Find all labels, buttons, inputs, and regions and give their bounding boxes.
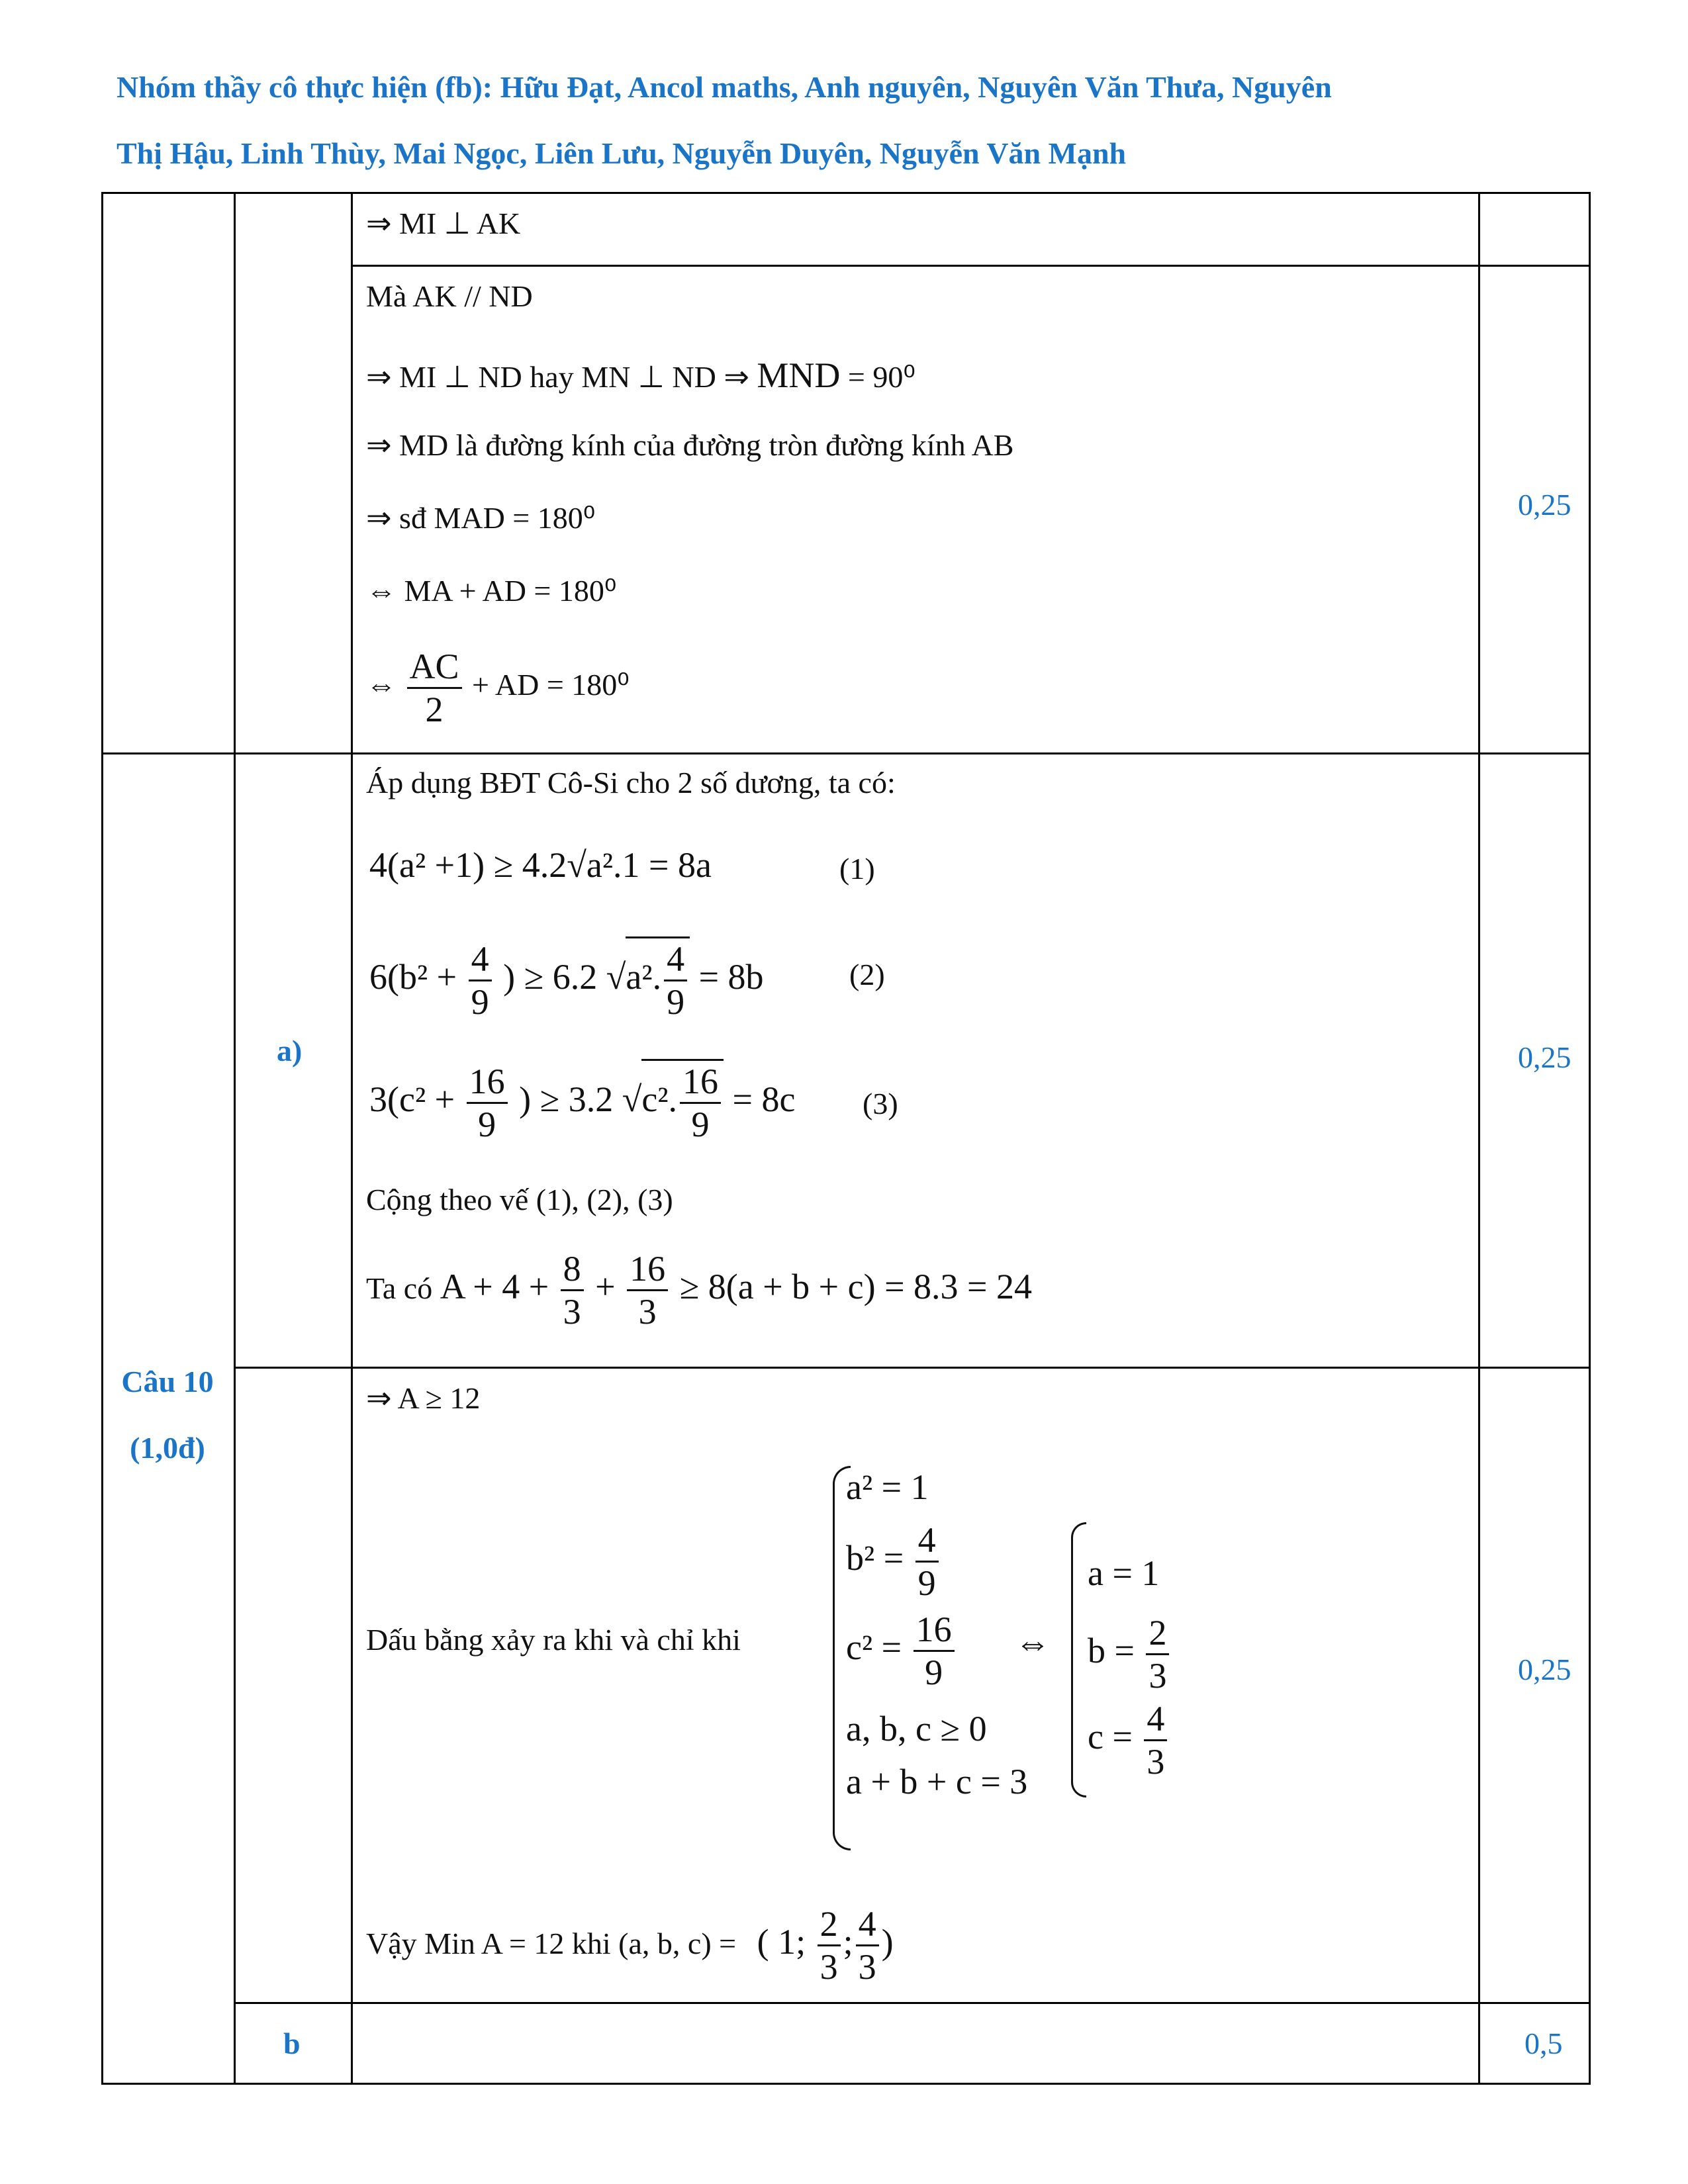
- fraction-denominator: 9: [917, 1563, 936, 1603]
- fraction-16-3: [627, 1251, 668, 1330]
- inequality-3-mid: ) ≥ 3.2: [519, 1079, 614, 1119]
- fraction-denominator: 9: [691, 1105, 710, 1144]
- fraction-4-9-inner: [664, 941, 687, 1020]
- fraction-numerator: 16: [467, 1064, 508, 1104]
- equality-condition-text: Dấu bằng xảy ra khi và chỉ khi: [366, 1623, 741, 1657]
- table-border-top: [101, 192, 1591, 194]
- inequality-2: [369, 936, 764, 1020]
- inequality-2-left: 6(b² +: [369, 956, 457, 997]
- row-divider-3: [234, 1367, 1591, 1369]
- inequality-3-tag: (3): [863, 1087, 898, 1120]
- system-eq-2: [846, 1522, 941, 1601]
- row-divider-1: [351, 265, 1591, 267]
- result-c: [1088, 1701, 1170, 1780]
- fraction-numerator: 2: [818, 1906, 841, 1946]
- fraction-denominator: 3: [858, 1947, 876, 1987]
- sqrt-sign: √: [622, 1079, 642, 1119]
- header-line-2: Thị Hậu, Linh Thùy, Mai Ngọc, Liên Lưu, Nguyễn Duyên, Nguyễn Văn Mạnh: [117, 136, 1127, 170]
- fraction-numerator: 16: [914, 1612, 955, 1652]
- fraction-denominator: 3: [1147, 1742, 1165, 1782]
- table-col-divider-3: [1478, 192, 1480, 2085]
- fraction-denominator: 3: [820, 1947, 838, 1987]
- fraction-numerator: 16: [680, 1064, 721, 1104]
- fraction-numerator: 4: [1144, 1701, 1167, 1741]
- radicand-3: [641, 1059, 724, 1142]
- row2-line-6-iff: ⇔: [366, 668, 397, 702]
- row3-line-1: Áp dụng BĐT Cô-Si cho 2 số dương, ta có:: [366, 766, 896, 799]
- row-divider-2: [101, 752, 1591, 754]
- inequality-2-tag: (2): [849, 958, 885, 991]
- table-col-divider-1: [234, 192, 236, 2085]
- system-eq-2-left: b² =: [846, 1537, 904, 1578]
- sqrt-sign: √: [606, 956, 626, 997]
- min-tuple-sep: ;: [843, 1921, 853, 1962]
- question-points: (1,0đ): [130, 1431, 205, 1465]
- total-left: A + 4 +: [440, 1266, 549, 1306]
- fraction-numerator: 16: [627, 1251, 668, 1291]
- fraction-16-9-inner: [680, 1064, 721, 1142]
- result-b-left: b =: [1088, 1630, 1135, 1670]
- fraction-numerator: 8: [561, 1251, 584, 1291]
- total-right: ≥ 8(a + b + c) = 8.3 = 24: [679, 1266, 1032, 1306]
- row2-line-2: [366, 357, 915, 393]
- plus-sign: +: [595, 1266, 616, 1306]
- inequality-1-tag: (1): [839, 852, 875, 886]
- fraction-denominator: 3: [563, 1292, 581, 1332]
- result-c-left: c =: [1088, 1716, 1133, 1756]
- fraction-denominator: 9: [667, 982, 685, 1022]
- row4-line-1: ⇒ A ≥ 12: [366, 1381, 481, 1415]
- fraction-numerator: 2: [1146, 1615, 1169, 1655]
- inequality-2-right: = 8b: [698, 956, 764, 997]
- table-border-left: [101, 192, 103, 2085]
- question-label: Câu 10: [121, 1365, 214, 1398]
- fraction-denominator: 9: [478, 1105, 496, 1144]
- fraction-16-9: [914, 1612, 955, 1690]
- row2-line-4: ⇒ sđ MAD = 180⁰: [366, 501, 596, 535]
- row1-line: ⇒ MI ⊥ AK: [366, 206, 521, 240]
- fraction-denominator: 3: [638, 1292, 657, 1332]
- fraction-4-3: [1144, 1701, 1167, 1780]
- inequality-3: [369, 1059, 795, 1142]
- fraction-numerator: 4: [915, 1522, 939, 1563]
- inequality-2-mid: ) ≥ 6.2: [503, 956, 598, 997]
- row3-sum-line: Cộng theo vế (1), (2), (3): [366, 1183, 673, 1216]
- system-eq-3-left: c² =: [846, 1627, 902, 1667]
- system-eq-3: [846, 1612, 957, 1690]
- row2-line-2-text: ⇒ MI ⊥ ND hay MN ⊥ ND ⇒: [366, 360, 749, 394]
- fraction-2-3: [818, 1906, 841, 1985]
- fraction-2-3: [1146, 1615, 1169, 1694]
- part-b-label: b: [283, 2026, 301, 2060]
- radicand-text: a².: [626, 956, 662, 997]
- inequality-3-right: = 8c: [732, 1079, 796, 1119]
- header-line-1: Nhóm thầy cô thực hiện (fb): Hữu Đạt, Ancol maths, Anh nguyên, Nguyên Văn Thưa, Nguyên: [117, 70, 1332, 104]
- row5-score: 0,5: [1524, 2026, 1563, 2060]
- part-a-label: a): [277, 1034, 303, 1068]
- row3-score: 0,25: [1518, 1040, 1571, 1074]
- fraction-numerator: AC: [407, 649, 462, 689]
- fraction-4-9: [469, 941, 492, 1020]
- radicand-2: [626, 936, 690, 1020]
- fraction-denominator: 9: [471, 982, 489, 1022]
- min-tuple-first: 1;: [778, 1921, 806, 1962]
- row2-line-3: ⇒ MD là đường kính của đường tròn đường kính AB: [366, 428, 1014, 462]
- row3-total-line: [366, 1251, 1032, 1330]
- table-border-bottom: [101, 2083, 1591, 2085]
- angle-mnd: MND: [757, 355, 841, 395]
- row2-line-5: ⇔ MA + AD = 180⁰: [366, 574, 617, 608]
- result-b: [1088, 1615, 1172, 1694]
- fraction-numerator: 4: [856, 1906, 879, 1946]
- fraction-denominator: 3: [1149, 1656, 1167, 1696]
- fraction-ac-over-2: [407, 649, 462, 727]
- table-border-right: [1589, 192, 1591, 2085]
- fraction-4-9: [915, 1522, 939, 1601]
- radicand-text: c².: [641, 1079, 678, 1119]
- fraction-denominator: 9: [925, 1653, 943, 1692]
- fraction-16-9: [467, 1064, 508, 1142]
- min-conclusion: [366, 1906, 894, 1985]
- answer-table: [101, 192, 1591, 2085]
- inequality-3-left: 3(c² +: [369, 1079, 455, 1119]
- inequality-1: 4(a² +1) ≥ 4.2√a².1 = 8a: [369, 845, 712, 885]
- iff-symbol: ⇔: [1015, 1623, 1051, 1662]
- row2-line-2-value: = 90⁰: [847, 360, 915, 394]
- fraction-denominator: 2: [425, 690, 444, 729]
- fraction-4-3: [856, 1906, 879, 1985]
- fraction-8-3: [561, 1251, 584, 1330]
- min-tuple: ( 1; $\frac{2}{3}$ ; $\frac{4}{3}$ ): [757, 1904, 894, 1987]
- row2-score: 0,25: [1518, 488, 1571, 522]
- total-expression: [440, 1249, 1032, 1332]
- page-header: [117, 54, 1586, 187]
- system-eq-4: a, b, c ≥ 0: [846, 1709, 987, 1749]
- result-brace: [1071, 1522, 1086, 1797]
- fraction-numerator: 4: [469, 941, 492, 981]
- row-divider-4: [234, 2002, 1591, 2004]
- table-col-divider-2: [351, 192, 353, 2085]
- result-a: a = 1: [1088, 1553, 1160, 1593]
- system-eq-1: a² = 1: [846, 1467, 929, 1507]
- row2-line-1: Mà AK // ND: [366, 279, 533, 313]
- ta-co-text: Ta có: [366, 1271, 433, 1305]
- system-eq-5: a + b + c = 3: [846, 1762, 1028, 1801]
- row2-line-6: [366, 649, 630, 727]
- min-conclusion-text: Vậy Min A = 12 khi (a, b, c) =: [366, 1926, 737, 1960]
- row2-line-6-rest: + AD = 180⁰: [472, 668, 630, 702]
- fraction-numerator: 4: [664, 941, 687, 981]
- row4-score: 0,25: [1518, 1653, 1571, 1686]
